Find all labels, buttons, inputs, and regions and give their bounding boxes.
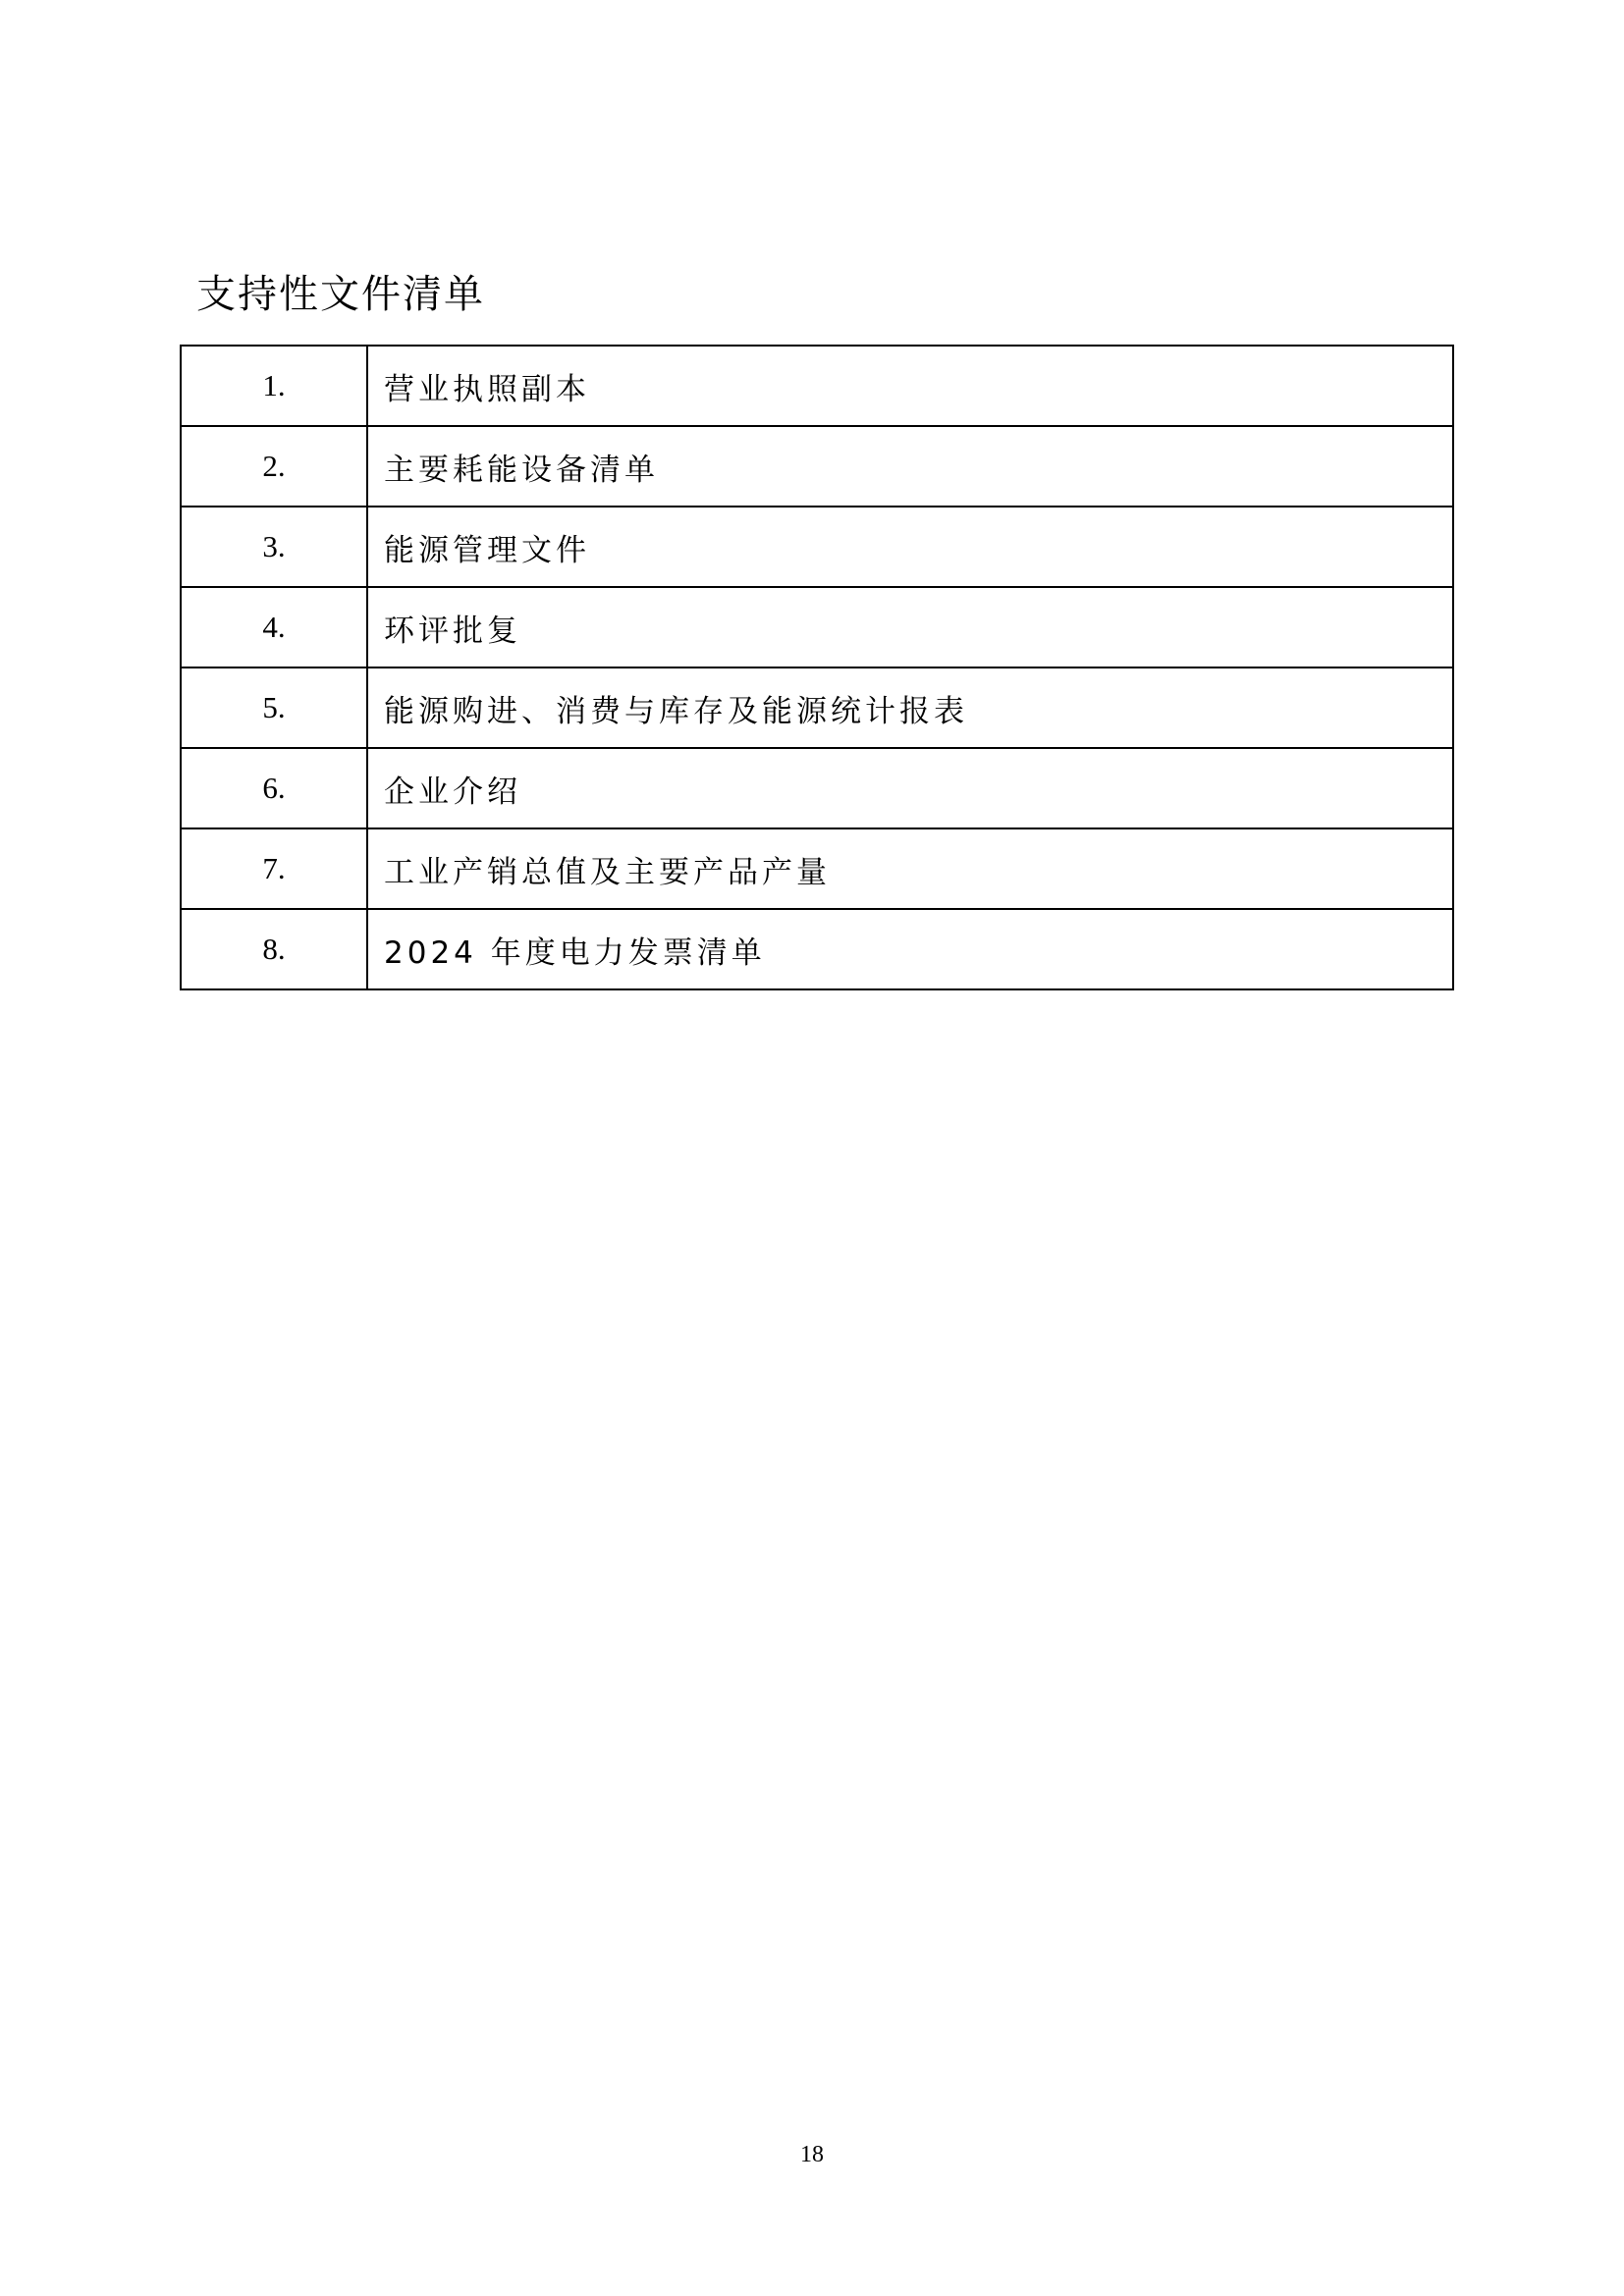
page-title: 支持性文件清单 [196,272,485,317]
document-name: 能源购进、消费与库存及能源统计报表 [367,667,1453,748]
document-name: 工业产销总值及主要产品产量 [367,828,1453,909]
table-row [181,748,1453,828]
row-number: 1. [181,346,367,426]
document-list-table [180,345,1454,990]
table-row [181,426,1453,507]
table-row [181,909,1453,989]
document-name: 主要耗能设备清单 [367,426,1453,507]
row-number: 2. [181,426,367,507]
row-number: 4. [181,587,367,667]
row-number: 5. [181,667,367,748]
document-name: 企业介绍 [367,748,1453,828]
document-name: 2024 年度电力发票清单 [367,909,1453,989]
table-row [181,587,1453,667]
row-number: 8. [181,909,367,989]
row-number: 3. [181,507,367,587]
row-number: 7. [181,828,367,909]
table-row [181,507,1453,587]
document-name: 环评批复 [367,587,1453,667]
document-name: 营业执照副本 [367,346,1453,426]
table-row [181,667,1453,748]
row-number: 6. [181,748,367,828]
page-number: 18 [800,2142,824,2167]
table-row [181,346,1453,426]
table-row [181,828,1453,909]
document-name: 能源管理文件 [367,507,1453,587]
